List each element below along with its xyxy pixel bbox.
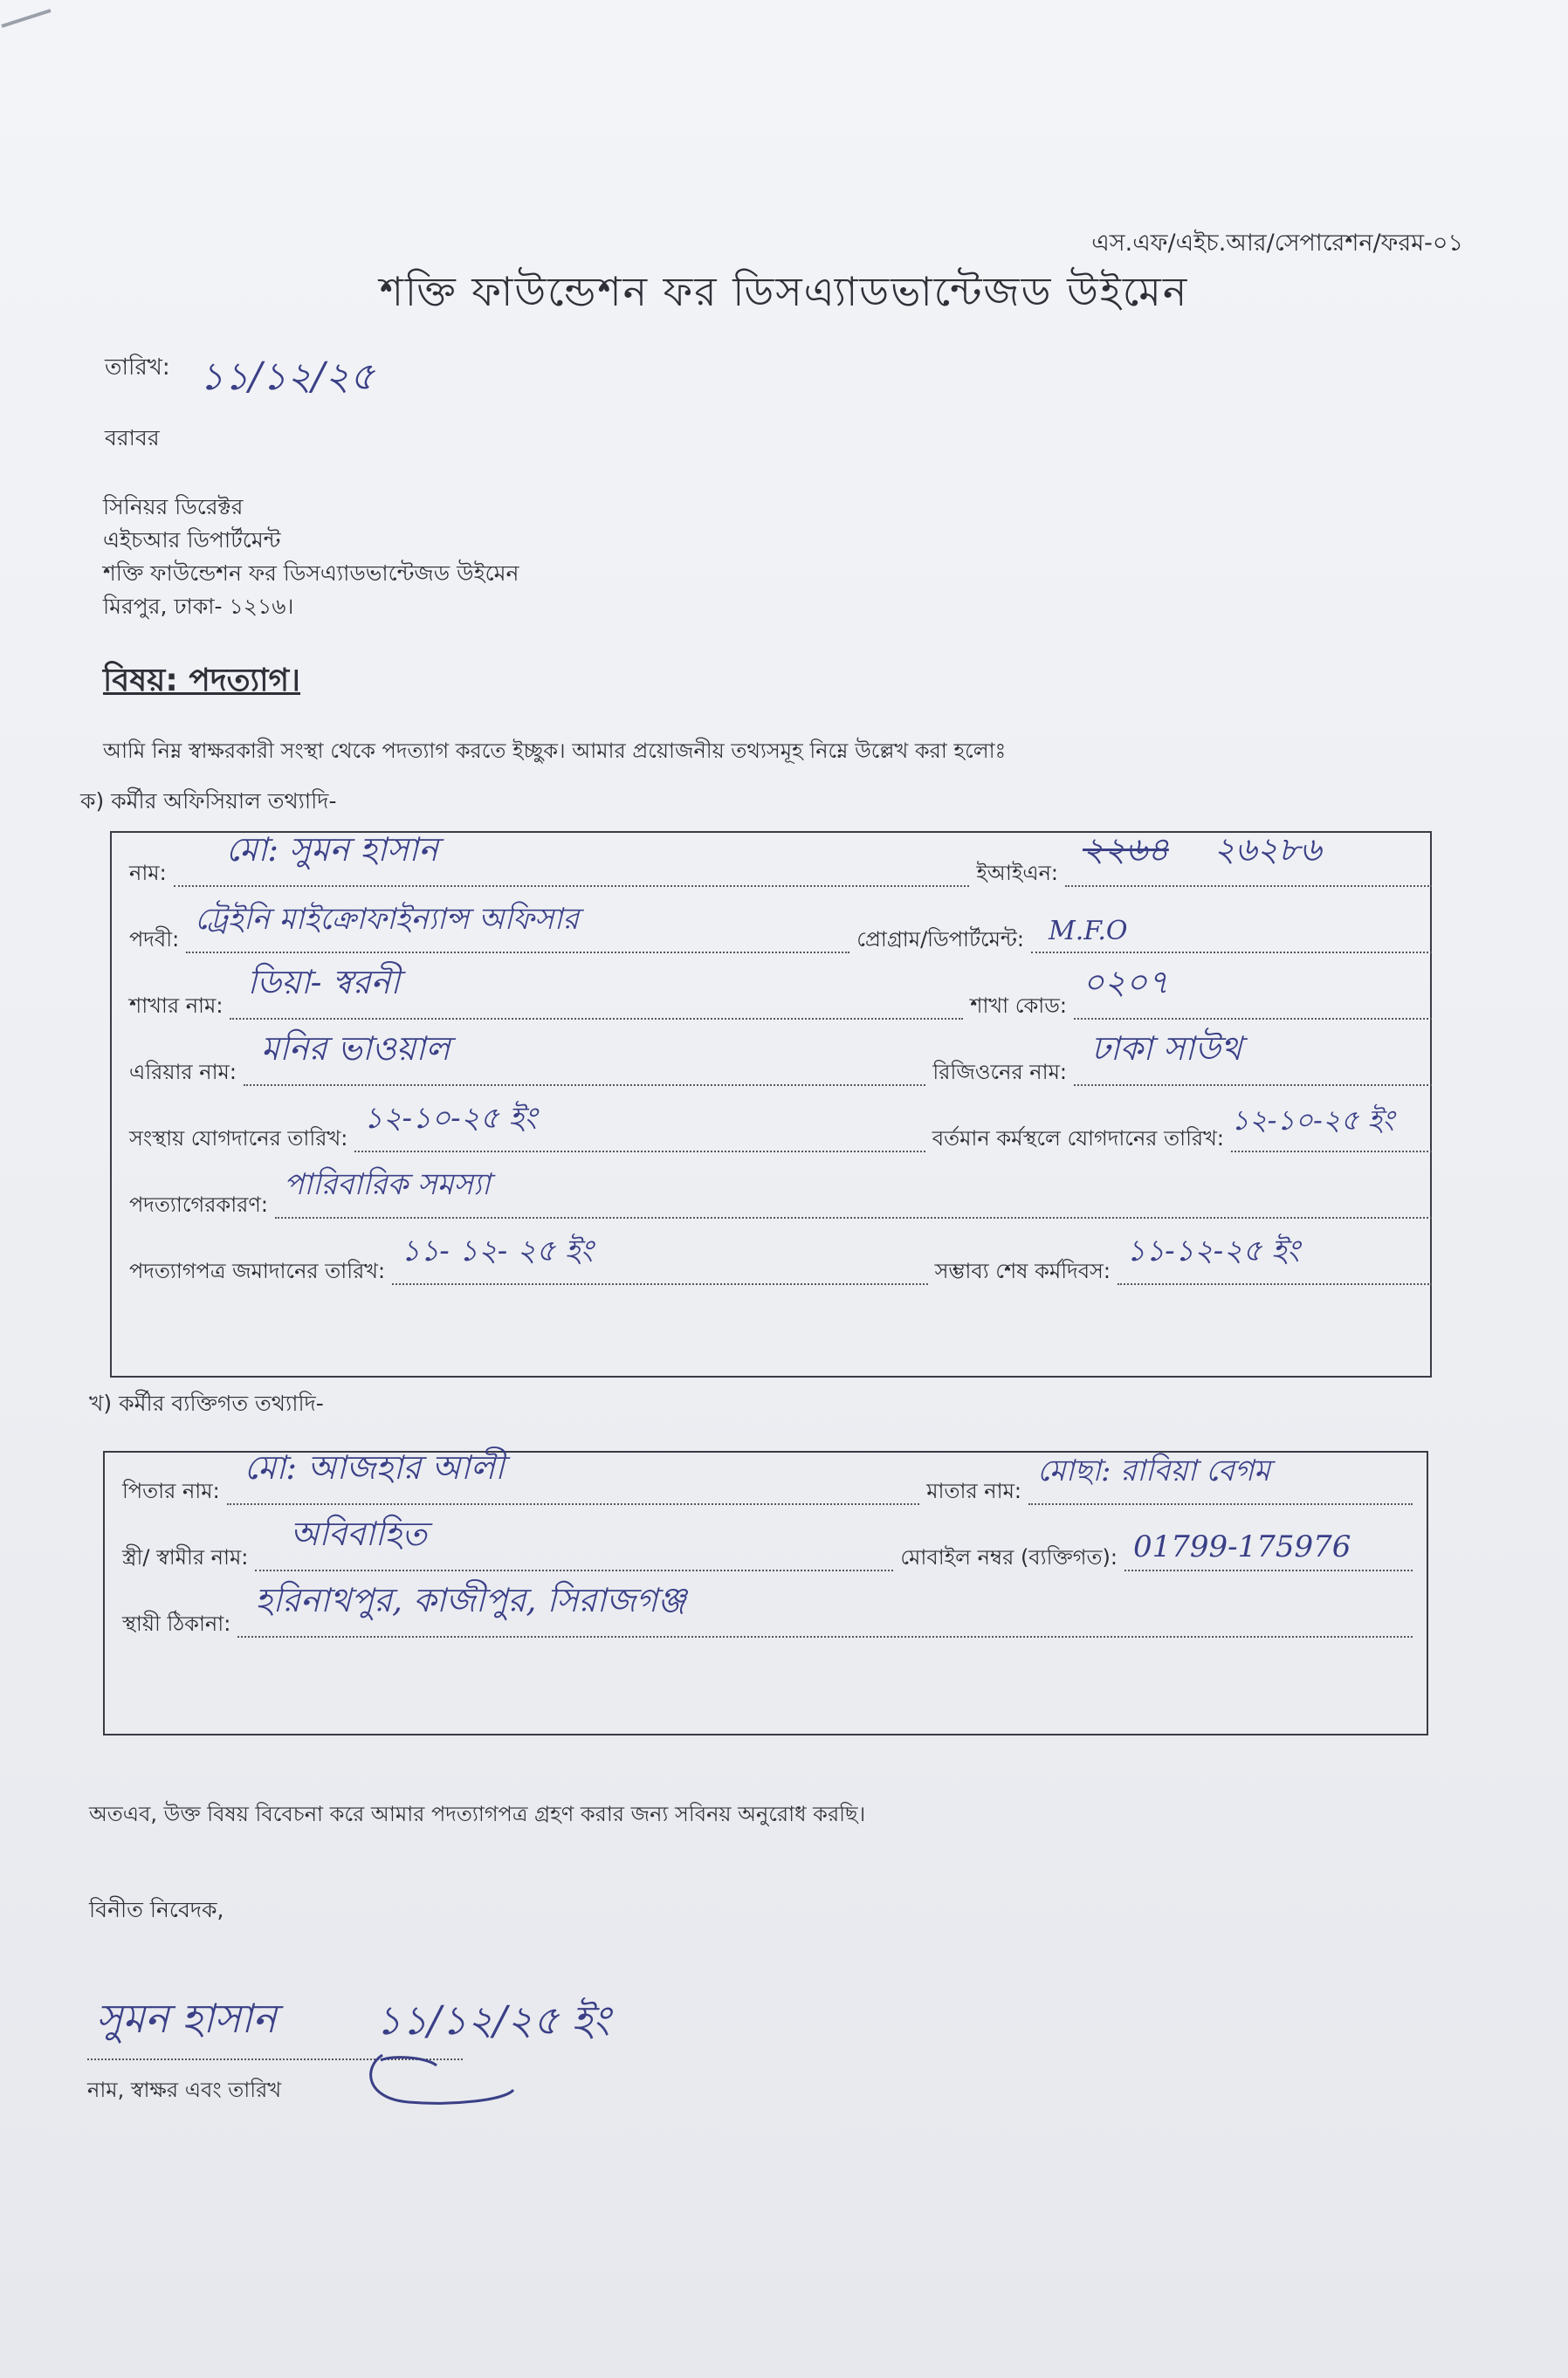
personal-heading: খ) কর্মীর ব্যক্তিগত তথ্যাদি- <box>89 1391 324 1416</box>
branch-label: শাখার নাম: <box>129 993 224 1018</box>
address-block <box>103 491 519 623</box>
corner-mark <box>0 0 61 35</box>
address-label: স্থায়ী ঠিকানা: <box>122 1612 231 1636</box>
area-value: মনির ভাওয়াল <box>260 1029 450 1068</box>
father-value: মো: আজহার আলী <box>244 1448 505 1487</box>
region-label: রিজিওনের নাম: <box>932 1060 1067 1084</box>
ein-label: ইআইএন: <box>976 861 1058 885</box>
father-label: পিতার নাম: <box>122 1479 220 1503</box>
mobile-value: 01799-175976 <box>1133 1529 1351 1564</box>
permanent-address-value: হরিনাথপুর, কাজীপুর, সিরাজগঞ্জ <box>255 1581 686 1619</box>
closing-text: অতএব, উক্ত বিষয় বিবেচনা করে আমার পদত্যাগপত্র গ্রহণ করার জন্য সবিনয় অনুরোধ করছি। <box>89 1802 866 1826</box>
official-heading: ক) কর্মীর অফিসিয়াল তথ্যাদি- <box>80 788 337 814</box>
mobile-label: মোবাইল নম্বর (ব্যক্তিগত): <box>900 1545 1118 1570</box>
signature-flourish <box>356 2043 522 2113</box>
personal-info-box <box>103 1448 1428 1735</box>
name-value: মো: সুমন হাসান <box>225 830 438 869</box>
reason-label: পদত্যাগেরকারণ: <box>129 1192 268 1217</box>
official-info-box <box>110 831 1432 1378</box>
submit-date-value: ১১- ১২- ২৫ ইং <box>401 1234 594 1268</box>
current-join-date-label: বর্তমান কর্মস্থলে যোগদানের তারিখ: <box>932 1126 1224 1151</box>
signature-date: ১১/১২/২৫ ইং <box>375 1997 610 2044</box>
address-line: এইচআর ডিপার্টমেন্ট <box>103 527 281 553</box>
join-date-value: ১২-১০-২৫ ইং <box>363 1101 537 1136</box>
address-line: মিরপুর, ঢাকা- ১২১৬। <box>103 594 294 619</box>
name-label: নাম: <box>129 861 167 885</box>
form-code: এস.এফ/এইচ.আর/সেপারেশন/ফরম-০১ <box>1091 230 1463 257</box>
subject: বিষয়: পদত্যাগ। <box>103 663 301 698</box>
page-title: শক্তি ফাউন্ডেশন ফর ডিসএ্যাডভান্টেজড উইমেন <box>379 268 1189 315</box>
spouse-value: অবিবাহিত <box>290 1515 427 1553</box>
submit-date-label: পদত্যাগপত্র জমাদানের তারিখ: <box>129 1259 386 1283</box>
yours-text: বিনীত নিবেদক, <box>89 1897 224 1922</box>
ein-value: ২৬২৮৬ <box>1214 830 1322 869</box>
ein-struck-value: ২২৬৪ <box>1083 830 1169 869</box>
last-day-label: সম্ভাব্য শেষ কর্মদিবস: <box>934 1259 1111 1283</box>
designation-value: ট্রেইনি মাইক্রোফাইন্যান্স অফিসার <box>195 902 580 937</box>
last-day-value: ১১-১২-২৫ ইং <box>1126 1234 1300 1268</box>
to-label: বরাবর <box>105 425 160 450</box>
signature-name: সুমন হাসান <box>96 1995 277 2042</box>
join-date-label: সংস্থায় যোগদানের তারিখ: <box>129 1126 348 1151</box>
designation-label: পদবী: <box>129 927 180 952</box>
reason-value: পারিবারিক সমস্যা <box>283 1167 491 1202</box>
program-value: M.F.O <box>1048 916 1128 946</box>
region-value: ঢাকা সাউথ <box>1091 1029 1242 1068</box>
address-line: শক্তি ফাউন্ডেশন ফর ডিসএ্যাডভান্টেজড উইমেন <box>103 560 519 586</box>
mother-value: মোছা: রাবিয়া বেগম <box>1037 1454 1271 1488</box>
branch-code-label: শাখা কোড: <box>970 993 1067 1018</box>
program-label: প্রোগ্রাম/ডিপার্টমেন্ট: <box>856 927 1024 952</box>
signature-caption: নাম, স্বাক্ষর এবং তারিখ <box>87 2078 282 2102</box>
area-label: এরিয়ার নাম: <box>129 1060 237 1084</box>
mother-label: মাতার নাম: <box>926 1479 1021 1503</box>
branch-value: ডিয়া- স্বরনী <box>247 963 401 1001</box>
date-label: তারিখ: <box>105 354 170 381</box>
current-join-date-value: ১২-১০-২৫ ইং <box>1231 1103 1394 1137</box>
spouse-label: স্ত্রী/ স্বামীর নাম: <box>122 1545 249 1570</box>
branch-code-value: ০২০৭ <box>1083 963 1169 1001</box>
intro-text: আমি নিম্ন স্বাক্ষরকারী সংস্থা থেকে পদত্যাগ করতে ইচ্ছুক। আমার প্রয়োজনীয় তথ্যসমূহ নিম্নে উল্লেখ করা হলোঃ <box>103 739 1007 763</box>
address-line: সিনিয়র ডিরেক্টর <box>103 494 244 519</box>
date-value: ১১/১২/২৫ <box>199 354 375 399</box>
